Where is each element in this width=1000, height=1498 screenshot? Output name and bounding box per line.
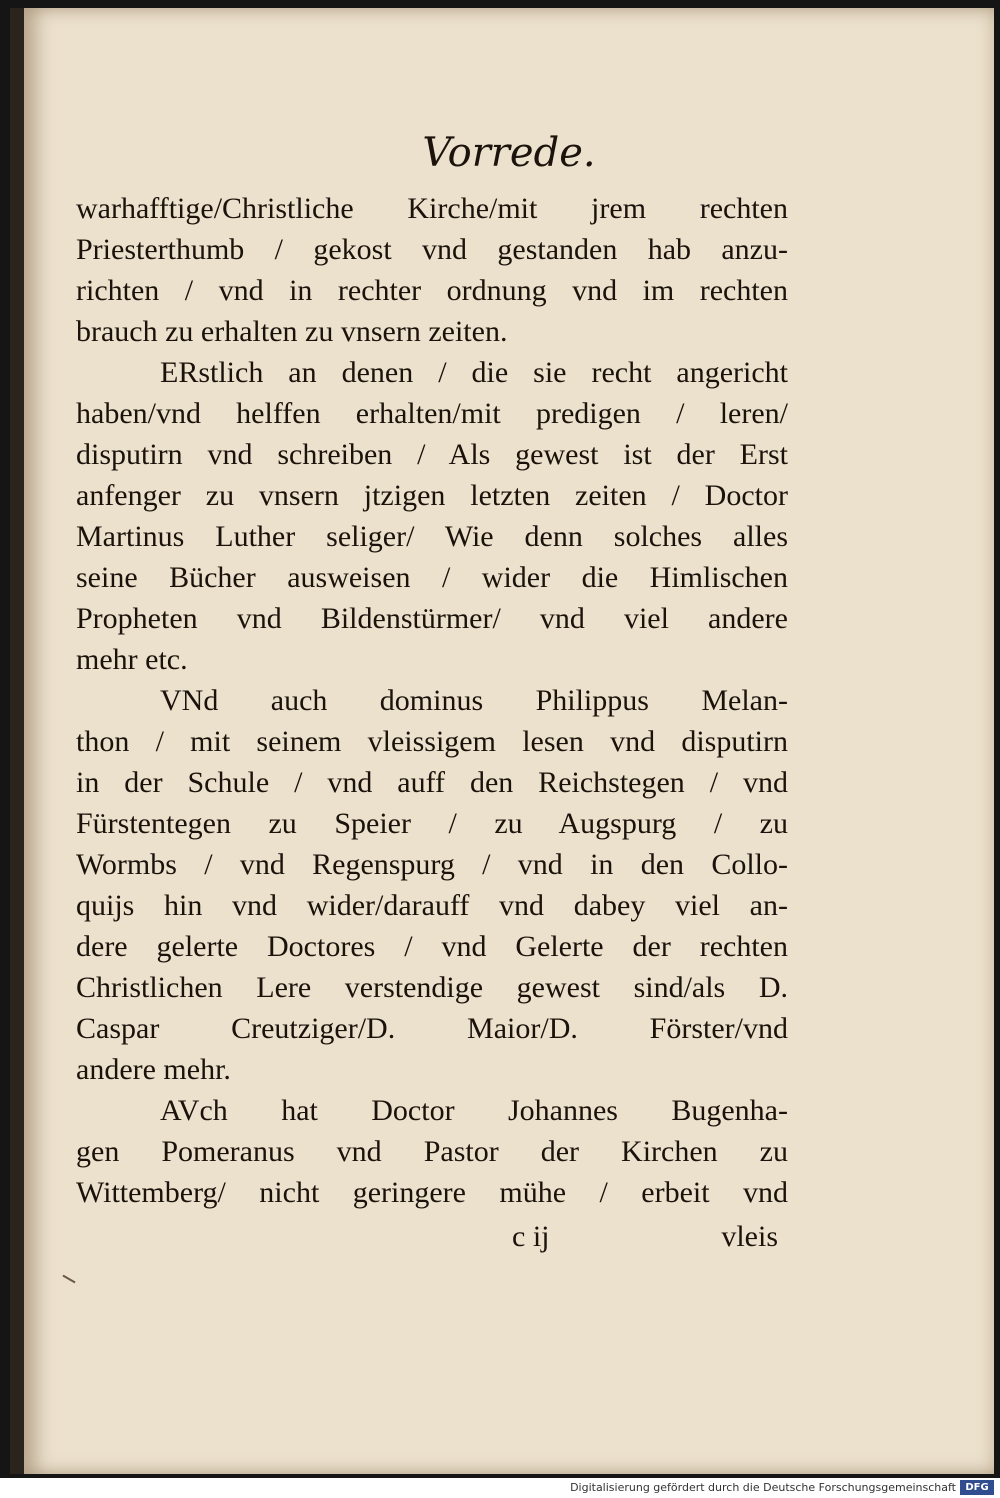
- text-line: ERstlich an denen / die sie recht angericht: [160, 356, 788, 389]
- text-line: Fürstentegen zu Speier / zu Augspurg / zu: [76, 807, 788, 840]
- credit-bar: [0, 1478, 1000, 1498]
- signature-mark: c ij: [512, 1220, 550, 1253]
- text-line: quijs hin vnd wider/darauff vnd dabey viel an-: [76, 889, 788, 922]
- text-line: Wormbs / vnd Regenspurg / vnd in den Collo-: [76, 848, 788, 881]
- text-line: VNd auch dominus Philippus Melan-: [160, 684, 788, 717]
- text-line: brauch zu erhalten zu vnsern zeiten.: [76, 315, 508, 348]
- margin-mark: [62, 1275, 75, 1284]
- page-footer: [76, 1220, 788, 1264]
- funding-credit: Digitalisierung gefördert durch die Deutsche Forschungsgemeinschaft: [570, 1481, 956, 1494]
- text-line: dere gelerte Doctores / vnd Gelerte der rechten: [76, 930, 788, 963]
- text-line: in der Schule / vnd auff den Reichstegen / vnd: [76, 766, 788, 799]
- text-line: Propheten vnd Bildenstürmer/ vnd viel andere: [76, 602, 788, 635]
- catchword: vleis: [721, 1220, 778, 1253]
- text-line: AVch hat Doctor Johannes Bugenha-: [160, 1094, 788, 1127]
- text-line: richten / vnd in rechter ordnung vnd im rechten: [76, 274, 788, 307]
- text-line: haben/vnd helffen erhalten/mit predigen / leren/: [76, 397, 788, 430]
- dfg-logo-icon: DFG: [960, 1480, 994, 1495]
- text-line: gen Pomeranus vnd Pastor der Kirchen zu: [76, 1135, 788, 1168]
- page-heading: Vorrede.: [422, 130, 596, 176]
- text-line: Caspar Creutziger/D. Maior/D. Förster/vnd: [76, 1012, 788, 1045]
- text-line: Christlichen Lere verstendige gewest sind/als D.: [76, 971, 788, 1004]
- text-line: Wittemberg/ nicht geringere mühe / erbeit vnd: [76, 1176, 788, 1209]
- text-line: disputirn vnd schreiben / Als gewest ist der Erst: [76, 438, 788, 471]
- text-line: seine Bücher ausweisen / wider die Himlischen: [76, 561, 788, 594]
- text-line: anfenger zu vnsern jtzigen letzten zeiten / Doctor: [76, 479, 788, 512]
- text-line: mehr etc.: [76, 643, 188, 676]
- text-line: Martinus Luther seliger/ Wie denn solches alles: [76, 520, 788, 553]
- text-line: andere mehr.: [76, 1053, 231, 1086]
- body-text: [76, 188, 788, 1213]
- book-page: [10, 8, 994, 1474]
- text-line: thon / mit seinem vleissigem lesen vnd disputirn: [76, 725, 788, 758]
- text-line: warhafftige/Christliche Kirche/mit jrem rechten: [76, 192, 788, 225]
- text-line: Priesterthumb / gekost vnd gestanden hab anzu-: [76, 233, 788, 266]
